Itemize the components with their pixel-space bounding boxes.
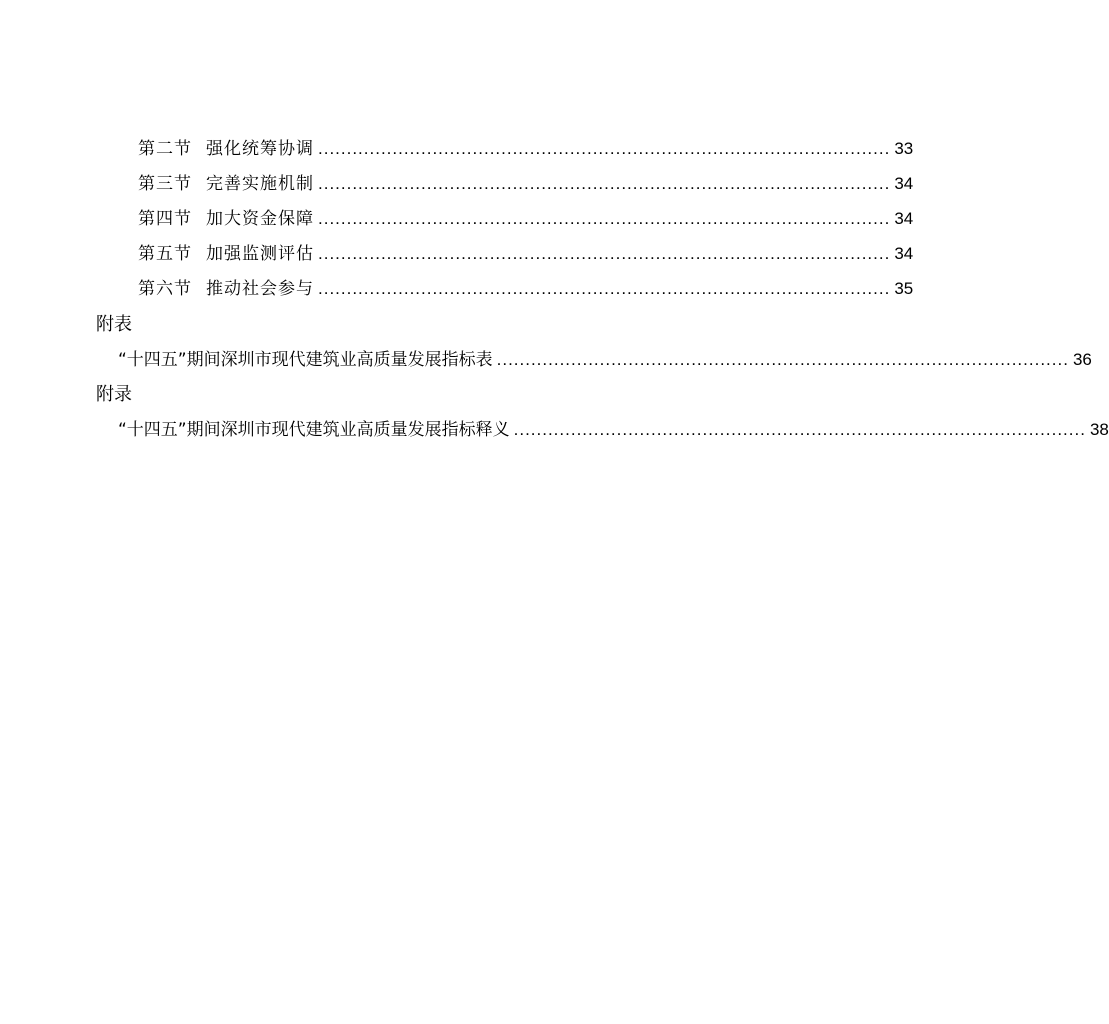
section-number: 第三节 [138, 174, 192, 194]
section-title: 加大资金保障 [206, 209, 314, 229]
toc-entry[interactable] [138, 239, 914, 264]
toc-entry-appendix-table[interactable] [118, 345, 1092, 370]
toc-entry-appendix-notes[interactable] [118, 415, 1109, 440]
page-number: 34 [894, 209, 914, 228]
dot-leader: .................................................................................................... [318, 139, 891, 158]
page-number: 35 [894, 279, 914, 298]
dot-leader: .................................................................................................... [318, 209, 891, 228]
toc-entry[interactable] [138, 169, 914, 194]
section-title: 加强监测评估 [206, 244, 314, 264]
page-number: 33 [894, 139, 914, 158]
section-title: 强化统筹协调 [206, 139, 314, 159]
appendix-table-heading: 附表 [96, 314, 132, 335]
section-number: 第四节 [138, 209, 192, 229]
section-title: 推动社会参与 [206, 279, 314, 299]
dot-leader: .................................................................................................... [318, 244, 891, 263]
dot-leader: .................................................................................................... [496, 350, 1069, 369]
page-number: 36 [1072, 350, 1092, 369]
appendix-title: “十四五”期间深圳市现代建筑业高质量发展指标表 [118, 350, 493, 370]
section-number: 第二节 [138, 139, 192, 159]
dot-leader: .................................................................................................... [318, 279, 891, 298]
section-number: 第五节 [138, 244, 192, 264]
page-number: 34 [894, 174, 914, 193]
toc-entry[interactable] [138, 134, 914, 159]
dot-leader: .................................................................................................... [513, 420, 1086, 439]
dot-leader: .................................................................................................... [318, 174, 891, 193]
toc-entry[interactable] [138, 274, 914, 299]
appendix-notes-heading: 附录 [96, 384, 132, 405]
section-number: 第六节 [138, 279, 192, 299]
page-number: 38 [1089, 420, 1109, 439]
page-number: 34 [894, 244, 914, 263]
toc-entry[interactable] [138, 204, 914, 229]
appendix-title: “十四五”期间深圳市现代建筑业高质量发展指标释义 [118, 420, 510, 440]
section-title: 完善实施机制 [206, 174, 314, 194]
